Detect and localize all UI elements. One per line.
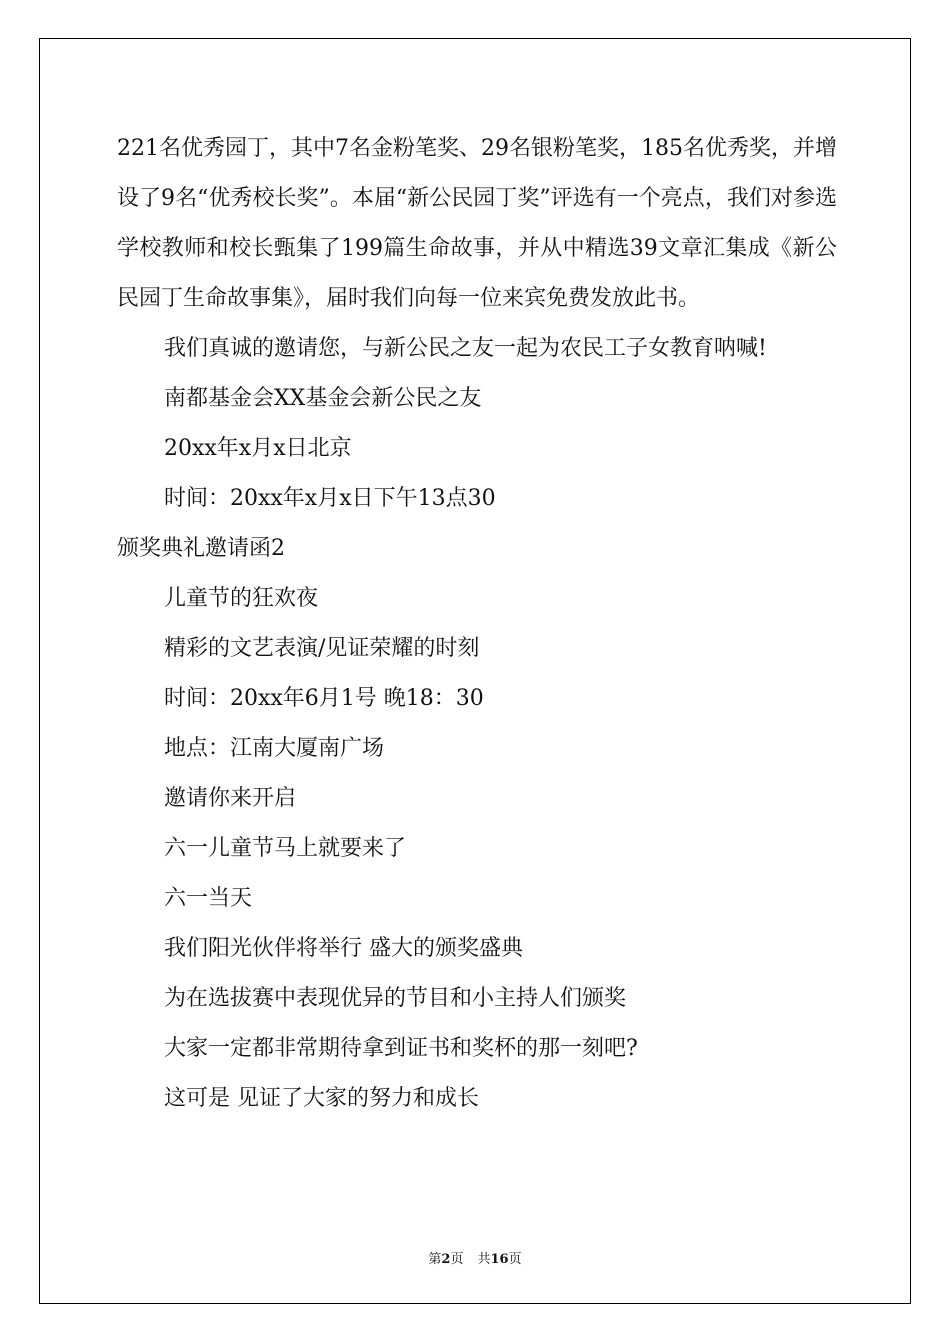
page-footer — [0, 1248, 950, 1267]
section-line: 六一当天 — [164, 886, 253, 911]
page-prefix: 第 — [428, 1252, 442, 1267]
section-line: 为在选拔赛中表现优异的节目和小主持人们颁奖 — [164, 986, 627, 1011]
total-pages: 16 — [490, 1252, 509, 1267]
section-line: 时间：20xx年6月1号 晚18：30 — [164, 686, 484, 711]
page-number: 2 — [441, 1252, 451, 1267]
section-line: 我们阳光伙伴将举行 盛大的颁奖盛典 — [164, 936, 523, 961]
section-line: 六一儿童节马上就要来了 — [164, 836, 407, 861]
section-line: 大家一定都非常期待拿到证书和奖杯的那一刻吧? — [164, 1036, 638, 1061]
total-suffix: 页 — [508, 1252, 522, 1267]
body-paragraph: 221名优秀园丁，其中7名金粉笔奖、29名银粉笔奖，185名优秀奖，并增设了9名“优秀校长奖”。本届“新公民园丁奖”评选有一个亮点，我们对参选学校教师和校长甄集了199篇生命故事，并从中精选39文章汇集成《新公民园丁生命故事集》，届时我们向每一位来宾免费发放此书。 — [117, 136, 837, 311]
invitation-line: 我们真诚的邀请您，与新公民之友一起为农民工子女教育呐喊! — [164, 336, 767, 361]
section-line: 邀请你来开启 — [164, 786, 297, 811]
total-prefix: 共 — [477, 1252, 491, 1267]
section-heading: 颁奖典礼邀请函2 — [117, 536, 285, 561]
time-line: 时间：20xx年x月x日下午13点30 — [164, 486, 496, 511]
section-line: 这可是 见证了大家的努力和成长 — [164, 1086, 479, 1111]
section-line: 地点：江南大厦南广场 — [164, 736, 385, 761]
date-place-line: 20xx年x月x日北京 — [164, 436, 352, 461]
page-suffix: 页 — [450, 1252, 464, 1267]
document-body — [117, 124, 837, 1124]
organizer-line: 南都基金会XX基金会新公民之友 — [164, 386, 482, 411]
section-line: 儿童节的狂欢夜 — [164, 586, 319, 611]
section-line: 精彩的文艺表演/见证荣耀的时刻 — [164, 636, 480, 661]
